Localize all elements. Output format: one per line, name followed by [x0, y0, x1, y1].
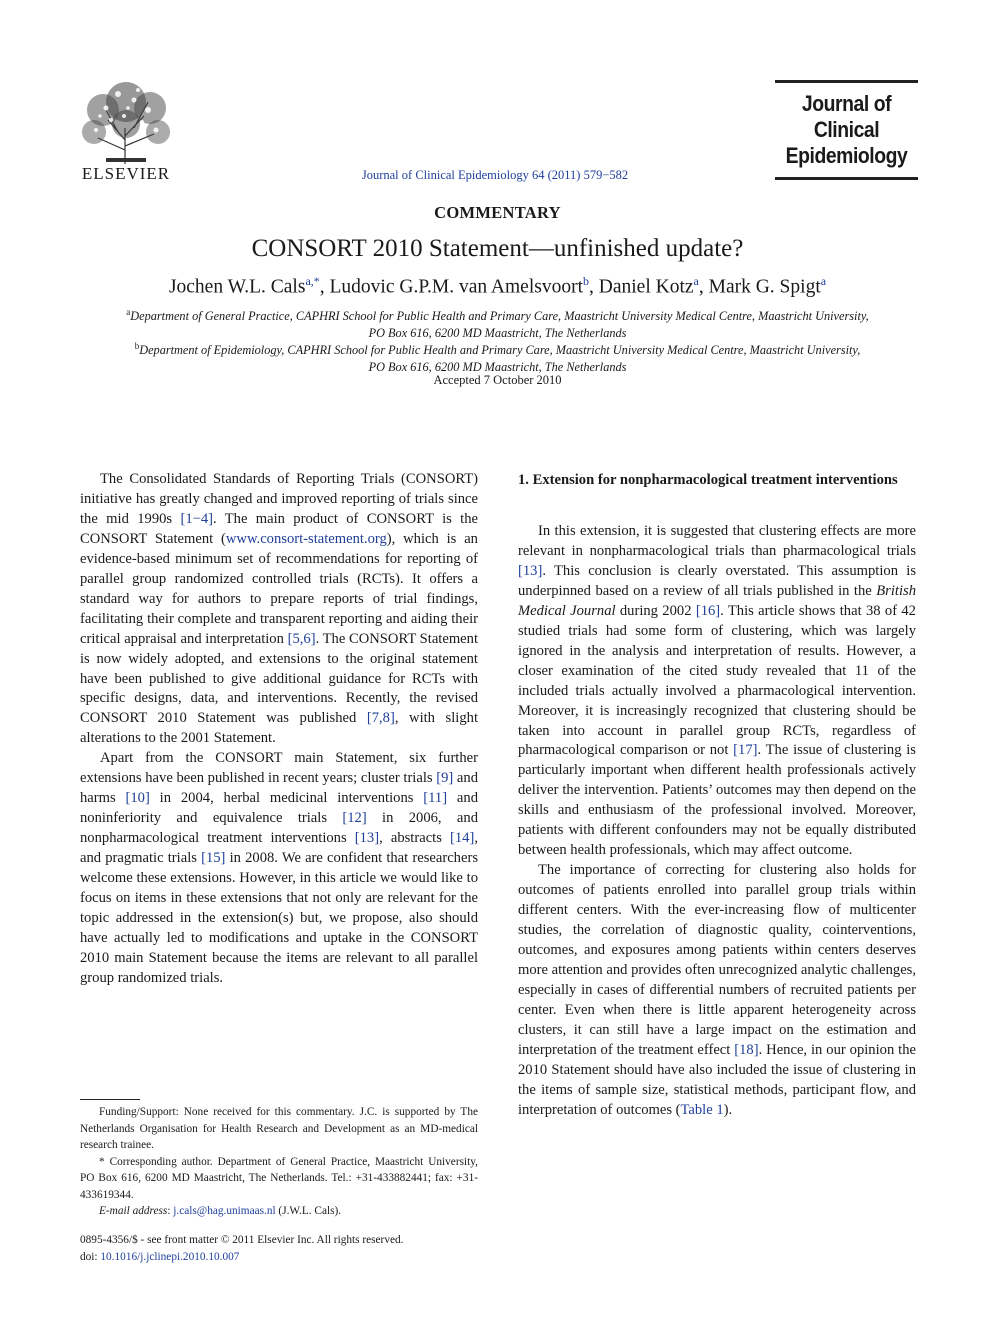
- paragraph: In this extension, it is suggested that clustering effects are more relevant in nonpharmacological trials than pharmacological trials [13]. This conclusion is clearly overstated. This assumption is underpinned based on a review of all trials published in the British Medical Journal during 2002 [16]. This article shows that 38 of 42 studied trials had some form of clustering, which was largely ignored in the analysis and interpretation of results. However, a closer examination of the cited study revealed that 11 of the included trials actually involved a pharmacological intervention. Moreover, it is increasingly recognized that clustering should be taken into account in parallel group RCTs, regardless of pharmacological comparison or not [17]. The issue of clustering is particularly important when different health professionals actively deliver the intervention. Patients’ outcomes may then depend on the skills and enthusiasm of the professional involved. Moreover, patients with different confounders may not be equally distributed between health professionals, which may affect outcome.: [518, 523, 916, 859]
- email-link[interactable]: j.cals@hag.unimaas.nl: [173, 1205, 276, 1217]
- author-list: Jochen W.L. Cals$^{a,*}$, Ludovic G.P.M. van Amelsvoort$^b$, Daniel Kotz$^a$, Mark G. Spigt$^a$: [168, 274, 827, 298]
- author-affil-marker[interactable]: a: [820, 274, 827, 288]
- reference-link[interactable]: [16]: [695, 602, 721, 619]
- corresponding-author-note: * Corresponding author. Department of General Practice, Maastricht University, PO Box 616, 6200 MD Maastricht, The Netherlands. Tel.: +31-433882441; fax: +31-433619344.: [80, 1155, 478, 1201]
- reference-link[interactable]: [15]: [201, 850, 226, 867]
- funding-note: Funding/Support: None received for this commentary. J.C. is supported by The Netherlands Organisation for Health Research and Development as an MD-medical research trainee.: [80, 1106, 478, 1151]
- section-heading: 1. Extension for nonpharmacological treatment interventions: [518, 472, 898, 488]
- doi-line: doi: 10.1016/j.jclinepi.2010.10.007: [80, 1251, 240, 1263]
- reference-link[interactable]: [11]: [423, 790, 448, 807]
- author-name: Mark G. Spigt: [708, 276, 821, 298]
- journal-citation[interactable]: Journal of Clinical Epidemiology 64 (2011) 579−582: [361, 168, 629, 182]
- url-link[interactable]: www.consort-statement.org: [225, 530, 387, 547]
- author-affil-marker[interactable]: a,*: [305, 274, 320, 288]
- author-name: Daniel Kotz: [598, 276, 694, 298]
- left-column: [80, 470, 478, 989]
- affiliation-marker: a: [126, 307, 131, 317]
- author-affil-marker[interactable]: a: [693, 274, 699, 288]
- reference-link[interactable]: [9]: [436, 770, 454, 787]
- paragraph: The Consolidated Standards of Reporting Trials (CONSORT) initiative has greatly changed and improved reporting of trials since the mid 1990s [1−4]. The main product of CONSORT is the CONSORT Statement (www.consort-statement.org), which is an evidence-based minimum set of recommendations for reporting of parallel group randomized controlled trials (RCTs). It offers a standard way for authors to prepare reports of trial findings, facilitating their complete and transparent reporting and aiding their critical appraisal and interpretation [5,6]. The CONSORT Statement is now widely adopted, and extensions to the original statement have been published to give additional guidance for RCTs with specific designs, data, and interventions. Recently, the revised CONSORT 2010 Statement was published [7,8], with slight alterations to the 2001 Statement.: [80, 471, 479, 747]
- affiliation-marker: b: [134, 341, 140, 351]
- author-name: Ludovic G.P.M. van Amelsvoort: [329, 276, 584, 298]
- reference-link[interactable]: [5,6]: [287, 630, 316, 647]
- affiliation-a: [80, 304, 915, 341]
- reference-link[interactable]: [18]: [734, 1041, 759, 1058]
- reference-link[interactable]: [14]: [450, 830, 475, 847]
- reference-link[interactable]: [10]: [125, 790, 150, 807]
- affiliation-line: PO Box 616, 6200 MD Maastricht, The Netherlands: [368, 325, 627, 340]
- right-column: [518, 522, 916, 1121]
- affiliation-line: PO Box 616, 6200 MD Maastricht, The Netherlands: [368, 359, 627, 374]
- footnotes: [80, 1104, 478, 1220]
- reference-link[interactable]: [12]: [342, 810, 367, 827]
- journal-logo-line: Epidemiology: [785, 143, 908, 168]
- copyright-line: 0895-4356/$ - see front matter © 2011 Elsevier Inc. All rights reserved.: [80, 1234, 404, 1246]
- journal-logo-line: Journal of: [801, 91, 892, 116]
- author-name: Jochen W.L. Cals: [168, 276, 306, 298]
- email-note: E-mail address: j.cals@hag.unimaas.nl (J.W.L. Cals).: [99, 1205, 342, 1217]
- footnote-divider: [80, 1099, 140, 1100]
- accepted-date: Accepted 7 October 2010: [433, 373, 562, 387]
- reference-link[interactable]: [13]: [518, 562, 543, 579]
- paragraph: Apart from the CONSORT main Statement, six further extensions have been published in recent years; cluster trials [9] and harms [10] in 2004, herbal medicinal interventions [11] and noninferiority and equivalence trials [12] in 2006, and nonpharmacological treatment interventions [13], abstracts [14], and pragmatic trials [15] in 2008. We are confident that researchers welcome these extensions. However, in this article we would like to focus on items in these extensions that not only are relevant for the topic addressed in the extension(s) but, we propose, also should have actually led to modifications and uptake in the CONSORT 2010 main Statement because the items are relevant to all parallel group randomized trials.: [80, 750, 478, 986]
- publisher-name: ELSEVIER: [81, 164, 171, 183]
- paragraph: The importance of correcting for clustering also holds for outcomes of patients enrolled into parallel group trials within different centers. With the ever-increasing flow of multicenter studies, the correlation of diagnostic quality, cointerventions, outcomes, and exposures among patients within centers deserves more attention and provides often unrecognized analytic challenges, especially in cases of differential numbers of recruited patients per center. Even when there is little apparent heterogeneity across clusters, it can still have a large impact on the estimation and interpretation of the treatment effect [18]. Hence, in our opinion the 2010 Statement should have also included the issue of clustering in the items of sample size, statistical methods, participant flow, and interpretation of outcomes (Table 1).: [518, 862, 916, 1118]
- reference-link[interactable]: [7,8]: [366, 710, 395, 727]
- affiliation-line: Department of Epidemiology, CAPHRI School for Public Health and Primary Care, Maastricht University Medical Centre, Maastricht University,: [139, 343, 861, 358]
- copyright-block: [80, 1232, 478, 1266]
- journal-name: British Medical Journal: [518, 582, 916, 619]
- author-affil-marker[interactable]: b: [583, 274, 590, 288]
- affiliation-line: Department of General Practice, CAPHRI School for Public Health and Primary Care, Maastricht University Medical Centre, Maastricht University,: [130, 309, 869, 324]
- journal-logo-line: Clinical: [813, 117, 880, 142]
- doi-link[interactable]: 10.1016/j.jclinepi.2010.10.007: [100, 1251, 240, 1263]
- reference-link[interactable]: [17]: [733, 742, 758, 759]
- article-type: COMMENTARY: [434, 203, 561, 222]
- table-link[interactable]: Table 1: [680, 1101, 724, 1118]
- affiliation-b: [80, 338, 915, 375]
- journal-logo: [775, 80, 918, 180]
- reference-link[interactable]: [13]: [354, 830, 380, 847]
- reference-link[interactable]: [1−4]: [180, 510, 213, 527]
- article-title: CONSORT 2010 Statement—unfinished update?: [251, 235, 744, 262]
